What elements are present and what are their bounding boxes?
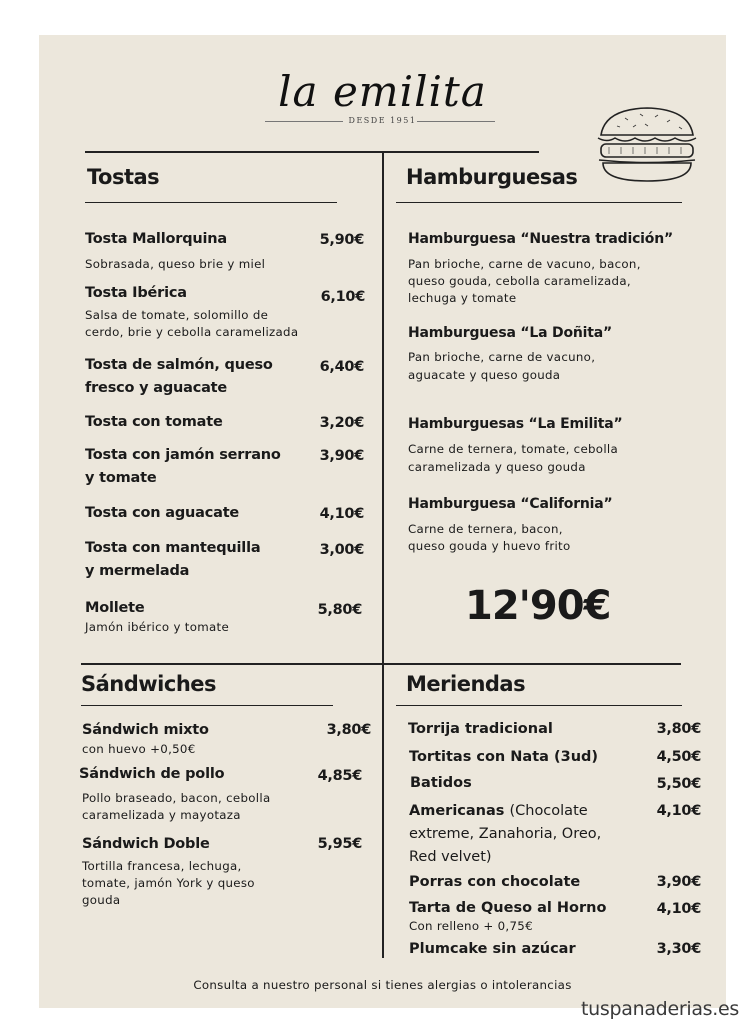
section-title-hamburguesas: Hamburguesas [406, 165, 578, 189]
item-name: Tosta con jamón serrano [85, 447, 281, 463]
item-price: 5,95€ [317, 836, 362, 852]
item-name: Tosta con tomate [85, 414, 223, 430]
section-title-tostas: Tostas [87, 165, 160, 189]
item-desc: Salsa de tomate, solomillo de [85, 308, 269, 322]
item-name: Sándwich Doble [82, 836, 210, 852]
item-price: 3,90€ [656, 874, 701, 890]
brand-title: la emilita [278, 67, 487, 116]
item-name: Tosta Mallorquina [85, 231, 227, 247]
item-price: 3,80€ [656, 721, 701, 737]
item-name: Mollete [85, 600, 145, 616]
item-name: Plumcake sin azúcar [409, 941, 576, 957]
item-name: Hamburguesa “California” [408, 496, 613, 512]
item-desc: lechuga y tomate [408, 291, 517, 305]
item-price: 3,00€ [319, 542, 364, 558]
item-name: Hamburguesa “Nuestra tradición” [408, 231, 673, 247]
item-desc: gouda [82, 893, 121, 907]
item-name: Tortitas con Nata (3ud) [409, 749, 599, 765]
item-desc: Pollo braseado, bacon, cebolla [82, 791, 271, 805]
tostas-underline [85, 202, 337, 203]
item-price: 6,40€ [319, 359, 364, 375]
item-desc: Tortilla francesa, lechuga, [82, 859, 242, 873]
item-price: 4,50€ [656, 749, 701, 765]
item-name: Batidos [410, 775, 472, 791]
item-name: Sándwich de pollo [79, 766, 225, 782]
item-desc: Jamón ibérico y tomate [85, 620, 230, 634]
item-price: 3,20€ [319, 415, 364, 431]
item-price: 4,10€ [656, 803, 701, 819]
item-desc: queso gouda y huevo frito [408, 539, 571, 553]
item-price: 3,80€ [326, 722, 371, 738]
item-name: Porras con chocolate [409, 874, 581, 890]
section-title-meriendas: Meriendas [406, 672, 526, 696]
upper-column-divider [382, 151, 384, 664]
item-desc: tomate, jamón York y queso [82, 876, 255, 890]
section-title-sandwiches: Sándwiches [81, 672, 217, 696]
item-desc: Pan brioche, carne de vacuno, [408, 350, 596, 364]
item-name: fresco y aguacate [85, 380, 228, 396]
item-name-main: Americanas [409, 803, 505, 819]
item-price: 6,10€ [320, 289, 365, 305]
allergy-footer: Consulta a nuestro personal si tienes alergias o intolerancias [193, 978, 572, 992]
hamburguesas-price: 12'90€ [465, 583, 611, 629]
item-price: 3,30€ [656, 941, 701, 957]
since-divider-right [417, 121, 495, 122]
sandwiches-underline [81, 705, 333, 706]
item-desc: caramelizada y mayotaza [82, 808, 241, 822]
item-name: Tosta con mantequilla [85, 540, 261, 556]
top-rule [85, 151, 539, 153]
item-price: 4,10€ [656, 901, 701, 917]
item-price: 5,90€ [319, 232, 364, 248]
item-name: Tosta Ibérica [85, 285, 187, 301]
item-desc: Sobrasada, queso brie y miel [85, 257, 266, 271]
item-name-detail: extreme, Zanahoria, Oreo, [409, 826, 602, 842]
middle-rule [81, 663, 681, 665]
item-name: y mermelada [85, 563, 190, 579]
item-desc: Con relleno + 0,75€ [409, 919, 533, 933]
item-desc: Carne de ternera, bacon, [408, 522, 563, 536]
menu-sheet [39, 35, 726, 1008]
item-name: y tomate [85, 470, 157, 486]
item-price: 3,90€ [319, 448, 364, 464]
item-price: 5,80€ [317, 602, 362, 618]
item-desc: cerdo, brie y cebolla caramelizada [85, 325, 299, 339]
hamburguesas-underline [396, 202, 682, 203]
item-desc: con huevo +0,50€ [82, 742, 196, 756]
item-desc: queso gouda, cebolla caramelizada, [408, 274, 631, 288]
item-desc: Pan brioche, carne de vacuno, bacon, [408, 257, 641, 271]
since-label: DESDE 1951 [348, 116, 417, 125]
item-price: 4,85€ [317, 768, 362, 784]
watermark: tuspanaderias.es [581, 998, 739, 1020]
item-name [409, 800, 588, 823]
item-name: Torrija tradicional [408, 721, 553, 737]
item-desc: Carne de ternera, tomate, cebolla [408, 442, 619, 456]
item-desc: caramelizada y queso gouda [408, 460, 586, 474]
item-price: 5,50€ [656, 776, 701, 792]
item-desc: aguacate y queso gouda [408, 368, 561, 382]
item-name-detail: Red velvet) [409, 849, 492, 865]
item-name: Hamburguesa “La Doñita” [408, 325, 612, 341]
item-name: Hamburguesas “La Emilita” [408, 416, 623, 432]
lower-column-divider [382, 663, 384, 958]
item-name: Tosta de salmón, queso [85, 357, 273, 373]
burger-icon [595, 105, 699, 185]
item-name: Sándwich mixto [82, 722, 209, 738]
item-name: Tosta con aguacate [85, 505, 240, 521]
item-price: 4,10€ [319, 506, 364, 522]
item-name: Tarta de Queso al Horno [409, 900, 607, 916]
meriendas-underline [396, 705, 682, 706]
item-name-detail: (Chocolate [509, 803, 588, 819]
